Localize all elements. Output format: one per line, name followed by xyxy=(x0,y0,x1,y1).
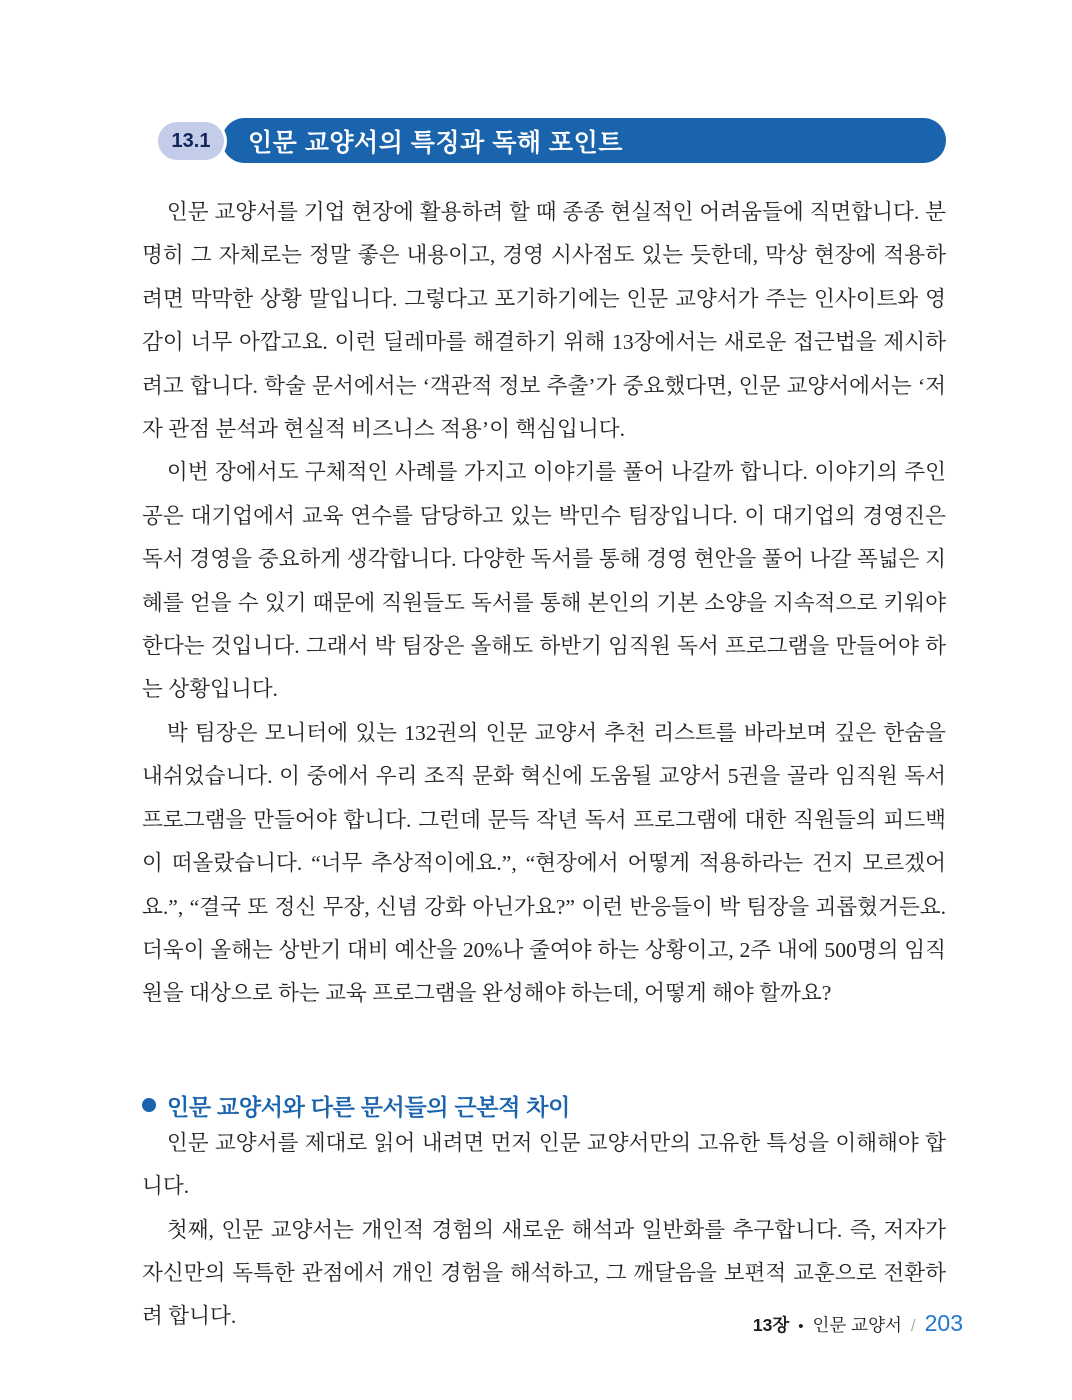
footer-divider-slash: / xyxy=(910,1316,916,1335)
section-header xyxy=(142,118,946,164)
subsection-header xyxy=(142,1089,946,1122)
footer-page-number: 203 xyxy=(924,1310,963,1336)
section-number: 13.1 xyxy=(171,129,211,152)
paragraph: 이번 장에서도 구체적인 사례를 가지고 이야기를 풀어 나갈까 합니다. 이야기의 주인공은 대기업에서 교육 연수를 담당하고 있는 박민수 팀장입니다. 이 대기업의 경영진은 독서 경영을 중요하게 생각합니다. 다양한 독서를 통해 경영 현안을 풀어 나갈 폭넓은 지혜를 얻을 수 있기 때문에 직원들도 독서를 통해 본인의 기본 소양을 지속적으로 키워야 한다는 것입니다. 그래서 박 팀장은 올해도 하반기 임직원 독서 프로그램을 만들어야 하는 상황입니다. xyxy=(142,460,946,702)
section-title-banner xyxy=(222,118,946,163)
paragraph: 첫째, 인문 교양서는 개인적 경험의 새로운 해석과 일반화를 추구합니다. 즉, 저자가 자신만의 독특한 관점에서 개인 경험을 해석하고, 그 깨달음을 보편적 교훈으로 전환하려 합니다. xyxy=(142,1217,946,1329)
footer-section-name: 인문 교양서 xyxy=(812,1315,902,1335)
section-title: 인문 교양서의 특징과 독해 포인트 xyxy=(248,128,623,157)
footer-chapter-label: 13장 xyxy=(752,1315,790,1335)
paragraph: 박 팀장은 모니터에 있는 132권의 인문 교양서 추천 리스트를 바라보며 깊은 한숨을 내쉬었습니다. 이 중에서 우리 조직 문화 혁신에 도움될 교양서 5권을 골라 임직원 독서 프로그램을 만들어야 합니다. 그런데 문득 작년 독서 프로그램에 대한 직원들의 피드백이 떠올랐습니다. “너무 추상적이에요.”, “현장에서 어떻게 적용하라는 건지 모르겠어요.”, “결국 또 정신 무장, 신념 강화 아닌가요?” 이런 반응들이 박 팀장을 괴롭혔거든요. 더욱이 올해는 상반기 대비 예산을 20%나 줄여야 하는 상황이고, 2주 내에 500명의 임직원을 대상으로 하는 교육 프로그램을 완성해야 하는데, 어떻게 해야 할까요? xyxy=(142,720,946,1006)
bullet-icon xyxy=(142,1098,156,1112)
page-footer xyxy=(753,1310,963,1337)
paragraph: 인문 교양서를 기업 현장에 활용하려 할 때 종종 현실적인 어려움들에 직면합니다. 분명히 그 자체로는 정말 좋은 내용이고, 경영 시사점도 있는 듯한데, 막상 현장에 적용하려면 막막한 상황 말입니다. 그렇다고 포기하기에는 인문 교양서가 주는 인사이트와 영감이 너무 아깝고요. 이런 딜레마를 해결하기 위해 13장에서는 새로운 접근법을 제시하려고 합니다. 학술 문서에서는 ‘객관적 정보 추출’가 중요했다면, 인문 교양서에서는 ‘저자 관점 분석과 현실적 비즈니스 적용’이 핵심입니다. xyxy=(142,200,946,442)
paragraph: 인문 교양서를 제대로 읽어 내려면 먼저 인문 교양서만의 고유한 특성을 이해해야 합니다. xyxy=(142,1130,946,1199)
body-text-column xyxy=(142,191,946,1339)
subsection-title: 인문 교양서와 다른 문서들의 근본적 차이 xyxy=(167,1093,571,1120)
footer-separator: • xyxy=(798,1318,804,1335)
section-number-badge xyxy=(158,122,224,160)
